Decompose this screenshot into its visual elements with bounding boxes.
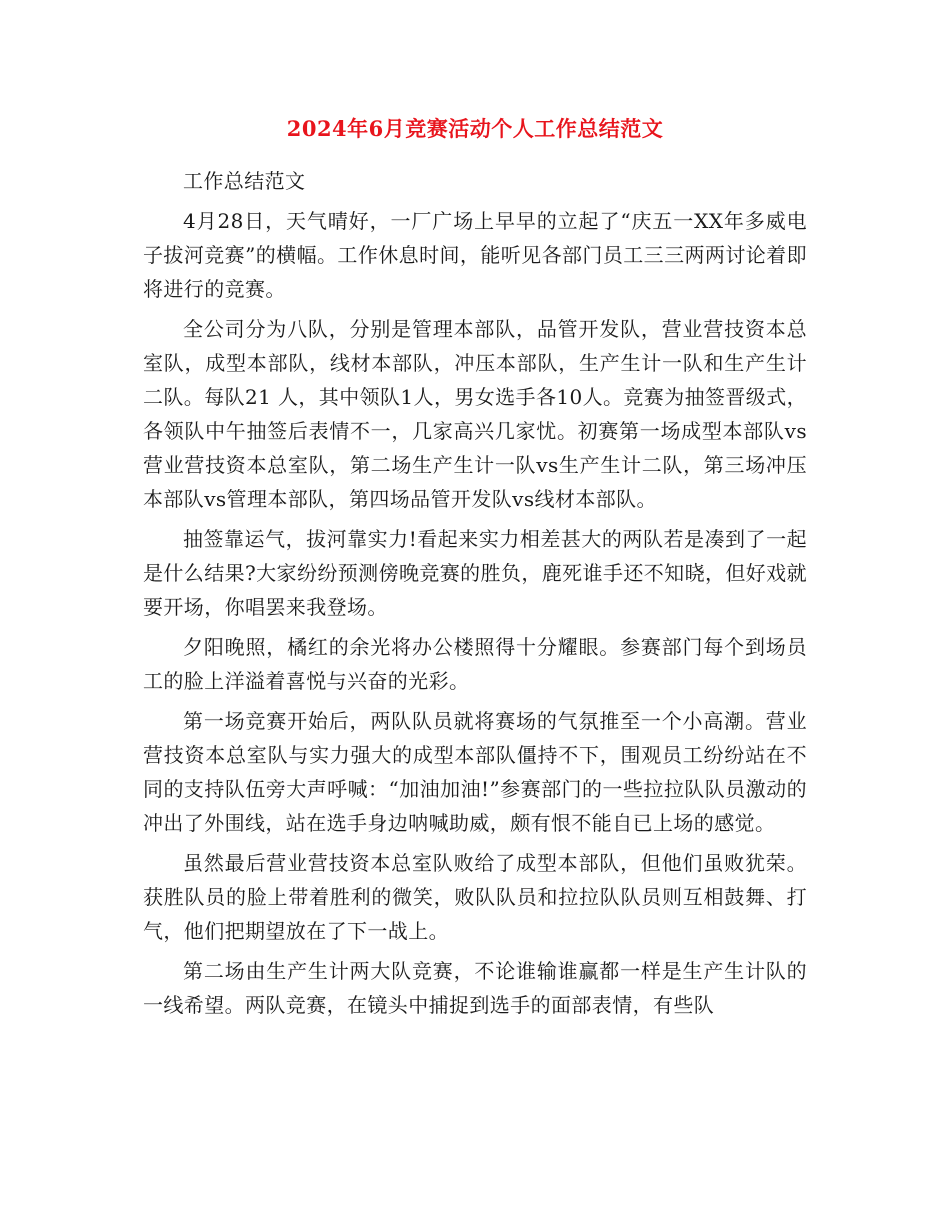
paragraph: 4月28日，天气晴好，一厂广场上早早的立起了“庆五一XX年多威电子拔河竞赛”的横幅。工作休息时间，能听见各部门员工三三两两讨论着即将进行的竞赛。 [143, 209, 807, 301]
paragraph: 夕阳晚照，橘红的余光将办公楼照得十分耀眼。参赛部门每个到场员工的脸上洋溢着喜悦与兴奋的光彩。 [143, 635, 807, 693]
paragraph: 第二场由生产生计两大队竞赛，不论谁输谁赢都一样是生产生计队的一线希望。两队竞赛，在镜头中捕捉到选手的面部表情，有些队 [143, 959, 807, 1017]
document-body [143, 164, 807, 1022]
paragraph: 虽然最后营业营技资本总室队败给了成型本部队，但他们虽败犹荣。获胜队员的脸上带着胜利的微笑，败队队员和拉拉队队员则互相鼓舞、打气，他们把期望放在了下一战上。 [143, 851, 807, 943]
document-title: 2024年6月竞赛活动个人工作总结范文 [286, 116, 664, 141]
paragraph: 第一场竞赛开始后，两队队员就将赛场的气氛推至一个小高潮。营业营技资本总室队与实力强大的成型本部队僵持不下，围观员工纷纷站在不同的支持队伍旁大声呼喊：“加油加油!”参赛部门的一些拉拉队队员激动的冲出了外围线，站在选手身边呐喊助威，颇有恨不能自已上场的感觉。 [143, 709, 807, 835]
document-page [143, 112, 807, 1028]
paragraph-subtitle: 工作总结范文 [183, 169, 306, 193]
paragraph: 全公司分为八队，分别是管理本部队，品管开发队，营业营技资本总室队，成型本部队，线材本部队，冲压本部队，生产生计一队和生产生计二队。每队21 人，其中领队1人，男女选手各10人。竞赛为抽签晋级式，各领队中午抽签后表情不一，几家高兴几家忧。初赛第一场成型本部队vs营业营技资本总室队，第二场生产生计一队vs生产生计二队，第三场冲压本部队vs管理本部队，第四场品管开发队vs线材本部队。 [143, 317, 807, 511]
paragraph: 抽签靠运气，拔河靠实力!看起来实力相差甚大的两队若是凑到了一起是什么结果?大家纷纷预测傍晚竞赛的胜负，鹿死谁手还不知晓，但好戏就要开场，你唱罢来我登场。 [143, 527, 807, 619]
